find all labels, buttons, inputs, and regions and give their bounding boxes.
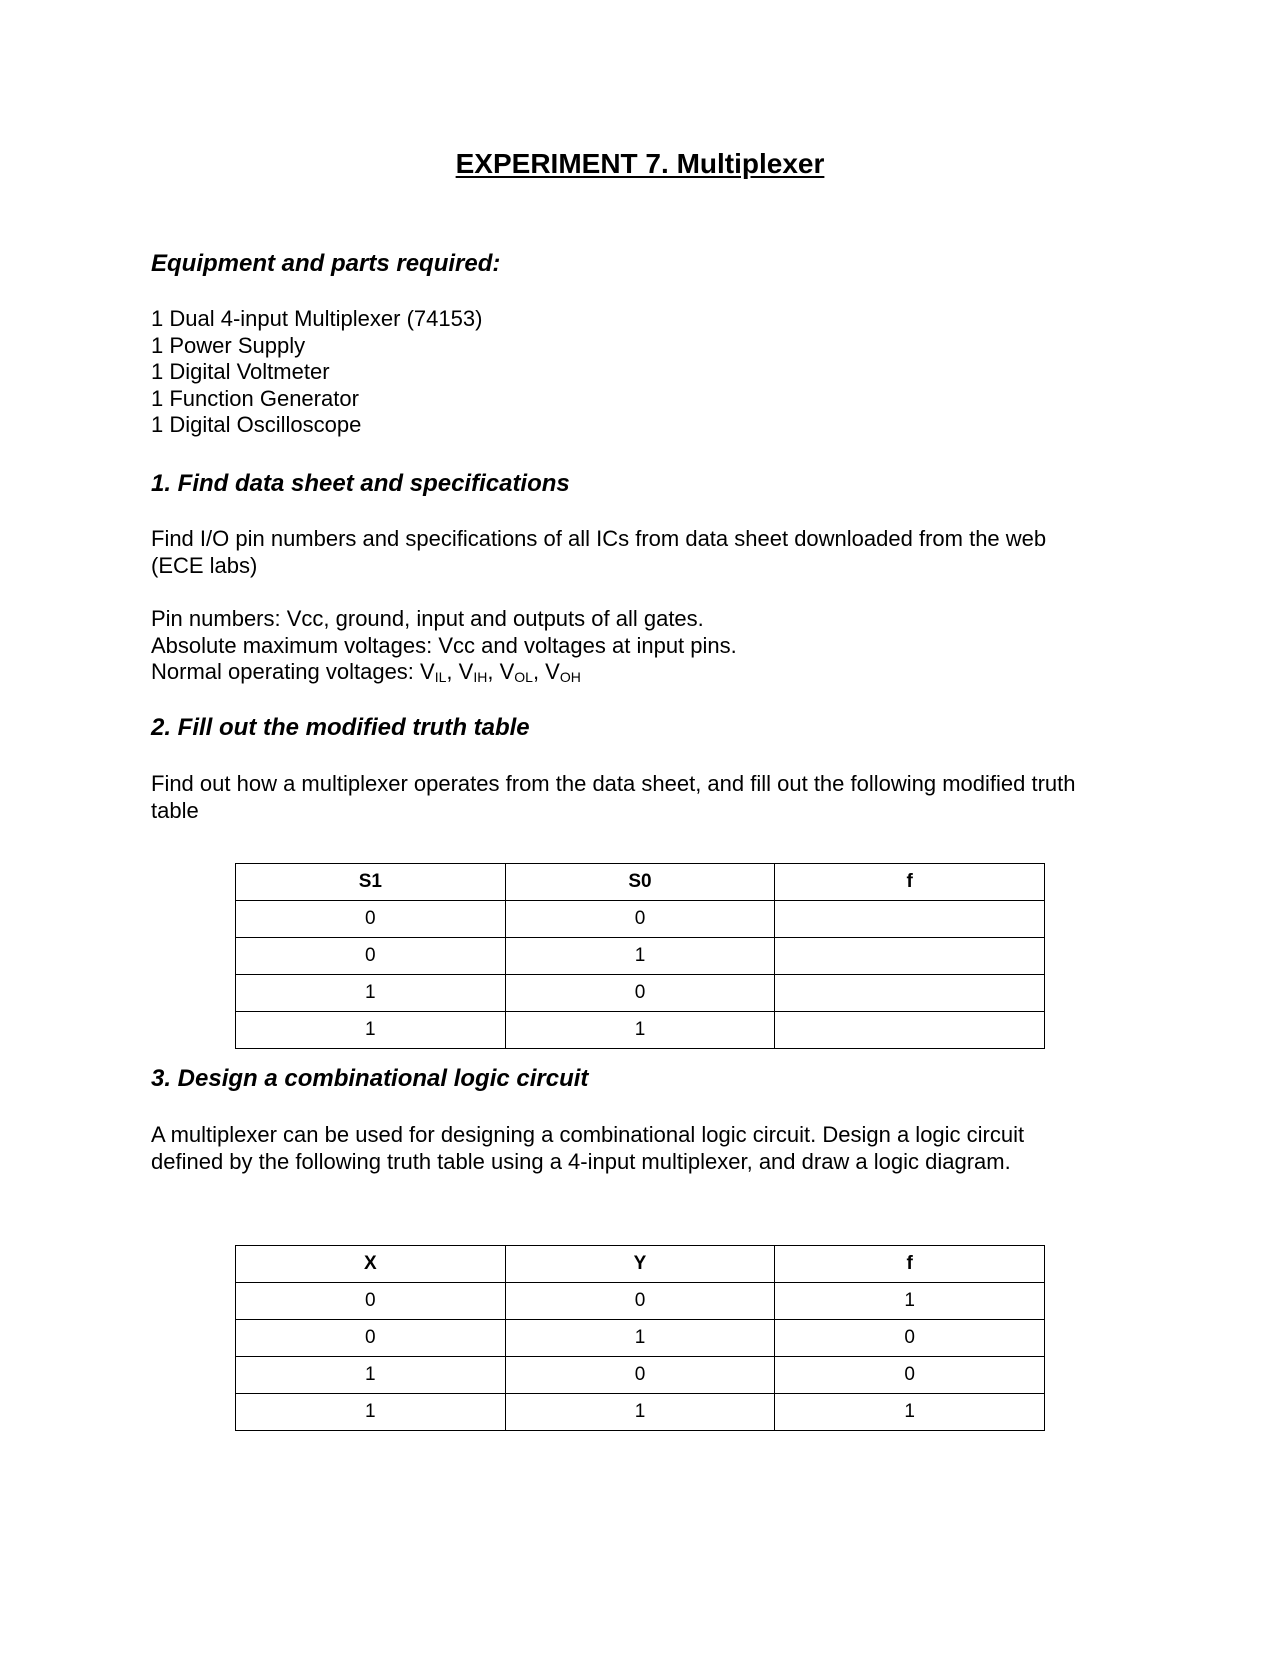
- table-cell: 0: [505, 975, 775, 1012]
- section1-intro-line: Find I/O pin numbers and specifications of all ICs from data sheet downloaded from the web: [151, 526, 1047, 551]
- table-cell: 0: [236, 938, 506, 975]
- section1-intro-line: (ECE labs): [151, 552, 258, 578]
- table-row: [236, 1357, 1045, 1394]
- table-cell: 1: [775, 1283, 1045, 1320]
- voltage-voh: $V_{OH}$: [545, 659, 581, 685]
- equipment-item: 1 Digital Oscilloscope: [151, 412, 362, 437]
- table-cell: 0: [236, 1320, 506, 1357]
- table-cell: 0: [505, 901, 775, 938]
- section3-text-line: A multiplexer can be used for designing a combinational logic circuit. Design a logic circuit: [151, 1122, 1025, 1147]
- table-cell: 1: [236, 975, 506, 1012]
- abs-max-text: Absolute maximum voltages: Vcc and voltages at input pins.: [151, 632, 737, 658]
- table-header-cell: f: [775, 1246, 1045, 1283]
- table-cell: 0: [775, 1357, 1045, 1394]
- table-cell: 1: [236, 1012, 506, 1049]
- table-row: [236, 1320, 1045, 1357]
- table-cell-blank: [775, 1012, 1045, 1049]
- table-header-row: [236, 1246, 1045, 1283]
- table-cell: 1: [236, 1357, 506, 1394]
- section2-heading: 2. Fill out the modified truth table: [151, 714, 530, 741]
- table-row: [236, 975, 1045, 1012]
- equipment-item: 1 Digital Voltmeter: [151, 359, 330, 384]
- table-cell: 0: [236, 901, 506, 938]
- section2-text: [151, 771, 1151, 824]
- section2-text-line: table: [151, 797, 199, 823]
- page-title-text: EXPERIMENT 7. Multiplexer: [455, 148, 825, 179]
- table-cell: 1: [505, 1394, 775, 1431]
- table-cell: 0: [236, 1283, 506, 1320]
- normal-voltages-prefix: Normal operating voltages:: [151, 659, 421, 684]
- section1-heading: 1. Find data sheet and specifications: [151, 470, 570, 497]
- table-header-cell: Y: [505, 1246, 775, 1283]
- table-cell: 0: [505, 1357, 775, 1394]
- section3-heading: 3. Design a combinational logic circuit: [151, 1065, 589, 1092]
- section1-intro: [151, 526, 1151, 579]
- table-cell: 1: [505, 1012, 775, 1049]
- table-cell-blank: [775, 901, 1045, 938]
- table-cell: 1: [505, 938, 775, 975]
- table-row: [236, 901, 1045, 938]
- table-row: [236, 1283, 1045, 1320]
- voltage-vil: $V_{IL}$,: [420, 659, 459, 685]
- table-header-cell: S1: [236, 864, 506, 901]
- equipment-item: 1 Function Generator: [151, 385, 359, 411]
- page-title: [0, 147, 1280, 181]
- table-header-cell: f: [775, 864, 1045, 901]
- table-row: [236, 938, 1045, 975]
- normal-voltages-text: [151, 659, 1151, 686]
- mux-truth-table: [235, 863, 1045, 1049]
- table-cell: 1: [505, 1320, 775, 1357]
- voltage-vol: $V_{OL}$,: [499, 659, 546, 685]
- section2-text-line: Find out how a multiplexer operates from the data sheet, and fill out the following modified truth: [151, 771, 1076, 796]
- table-cell: 1: [236, 1394, 506, 1431]
- logic-truth-table: [235, 1245, 1045, 1431]
- pin-numbers-text: Pin numbers: Vcc, ground, input and outputs of all gates.: [151, 606, 704, 631]
- table-header-row: [236, 864, 1045, 901]
- equipment-item: 1 Dual 4-input Multiplexer (74153): [151, 306, 483, 331]
- equipment-heading: Equipment and parts required:: [151, 250, 501, 277]
- table-row: [236, 1394, 1045, 1431]
- table-cell: 0: [505, 1283, 775, 1320]
- section3-text: [151, 1122, 1151, 1175]
- table-cell: 1: [775, 1394, 1045, 1431]
- section3-text-line: defined by the following truth table using a 4-input multiplexer, and draw a logic diagram.: [151, 1148, 1011, 1174]
- equipment-list: [151, 306, 1151, 439]
- table-row: [236, 1012, 1045, 1049]
- table-header-cell: S0: [505, 864, 775, 901]
- section1-specs: [151, 606, 1151, 686]
- voltage-vih: $V_{IH}$,: [458, 659, 500, 685]
- equipment-item: 1 Power Supply: [151, 332, 306, 358]
- table-cell-blank: [775, 938, 1045, 975]
- table-cell: 0: [775, 1320, 1045, 1357]
- table-cell-blank: [775, 975, 1045, 1012]
- table-header-cell: X: [236, 1246, 506, 1283]
